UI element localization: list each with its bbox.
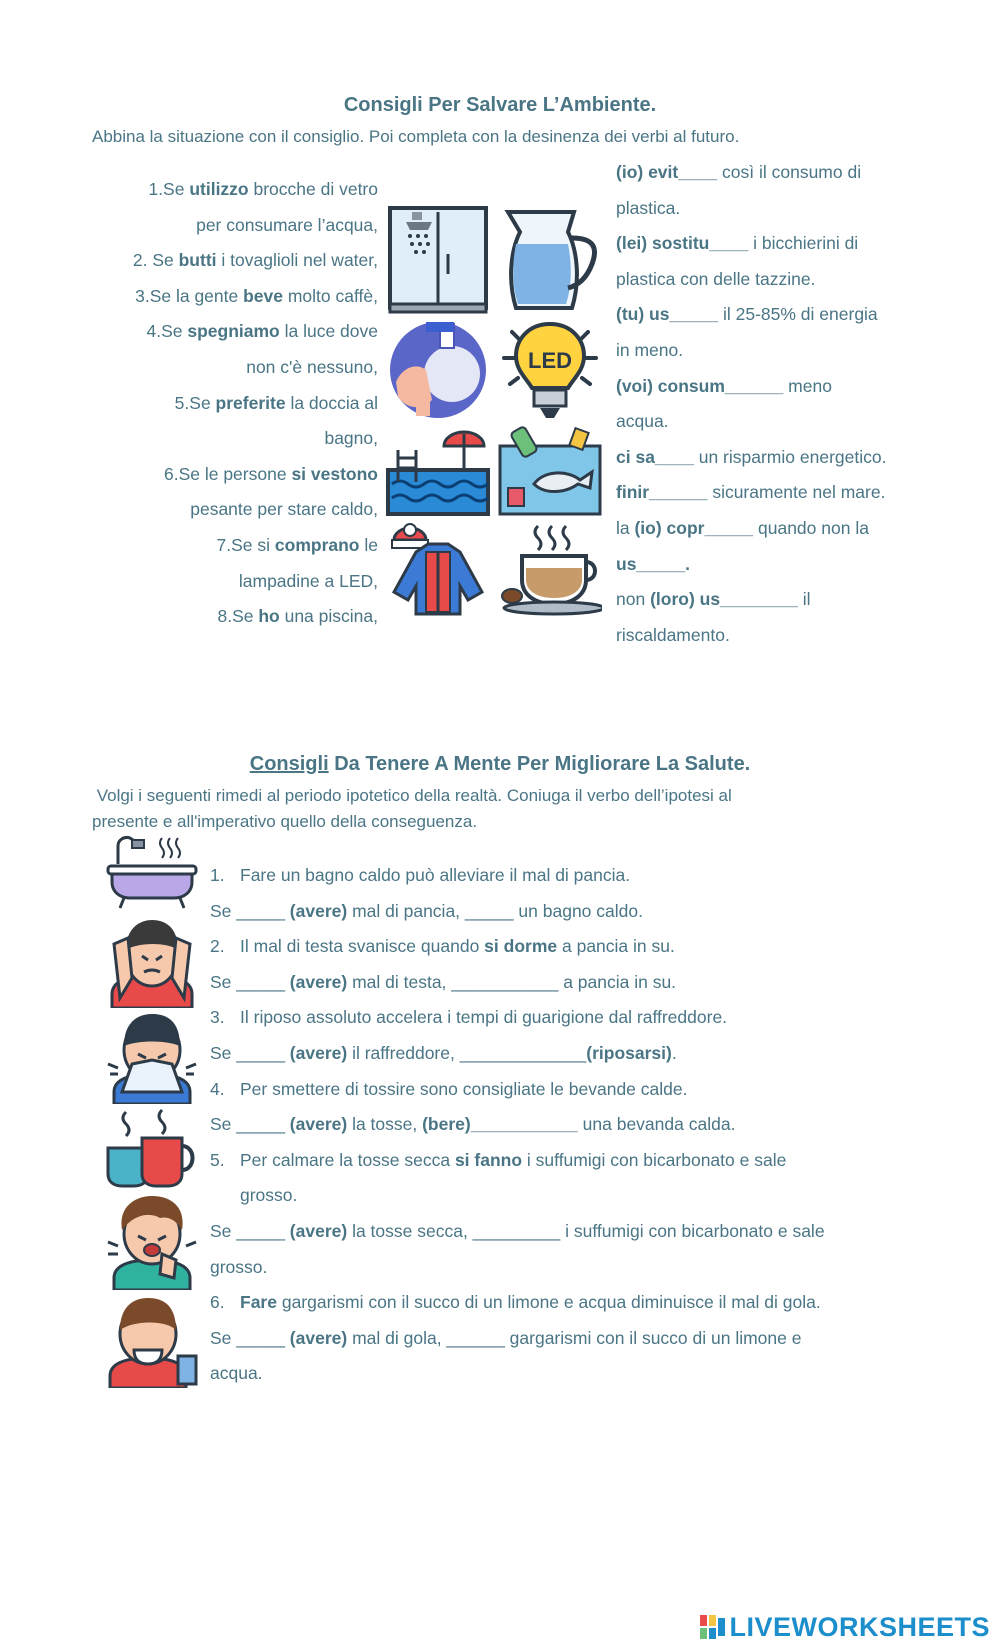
advice-line <box>616 155 946 191</box>
remedy-text-end: mal di gola, ______ gargarismi con il succo di un limone e <box>347 1327 802 1348</box>
situation-text: 7.Se si <box>216 534 275 555</box>
situation-text: bagno, <box>324 428 378 449</box>
situation-line <box>92 492 378 528</box>
situation-text: pesante per stare caldo, <box>190 499 378 520</box>
remedy-text: Se _____ <box>210 1220 290 1241</box>
liveworksheets-logo <box>700 1612 990 1643</box>
advice-line <box>616 262 946 298</box>
remedy-number: 3. <box>210 1007 225 1028</box>
remedy-number: 6. <box>210 1292 225 1313</box>
remedy-bold-2: (bere)___________ <box>422 1114 578 1135</box>
advice-verb-blank: (loro) us________ <box>650 589 798 610</box>
situation-line <box>92 528 378 564</box>
advice-text: il <box>797 589 811 610</box>
section2-title <box>0 753 1000 776</box>
remedy-bold: (avere) <box>289 1042 348 1063</box>
remedy-text: Se _____ <box>210 1042 290 1063</box>
advice-text: plastica. <box>616 197 681 218</box>
situation-text: non c'è nessuno, <box>246 356 378 377</box>
remedy-text: Se _____ <box>210 1114 290 1135</box>
svg-text:LED: LED <box>528 348 572 373</box>
remedy-text-end: mal di pancia, _____ un bagno caldo. <box>347 900 643 921</box>
remedy-text-end-2: una bevanda calda. <box>577 1114 736 1135</box>
situation-line <box>92 243 378 279</box>
remedy-line <box>210 1000 930 1036</box>
gargling-icon <box>104 1296 200 1388</box>
liveworksheets-logo-text: LIVEWORKSHEETS <box>729 1612 990 1642</box>
remedy-text-end: il raffreddore, _____________ <box>347 1042 587 1063</box>
headache-icon <box>104 916 200 1008</box>
remedy-bold: (avere) <box>289 1114 348 1135</box>
section2-instructions-1: Volgi i seguenti rimedi al periodo ipotetico della realtà. Coniuga il verbo dell’ipotesi al <box>92 786 732 805</box>
advice-line <box>616 226 946 262</box>
remedy-bold: si dorme <box>484 936 558 957</box>
situation-text-end: la doccia al <box>285 392 378 413</box>
situation-text-end: brocche di vetro <box>248 179 378 199</box>
situations-list <box>92 172 378 635</box>
remedy-bold: (avere) <box>289 900 348 921</box>
remedy-text: Per calmare la tosse secca <box>240 1149 455 1170</box>
advice-verb-blank: ci sa____ <box>616 446 694 467</box>
advice-line <box>616 511 946 547</box>
advice-verb-blank: finir______ <box>616 482 708 503</box>
advice-text: sicuramente nel mare. <box>707 482 886 503</box>
coughing-icon <box>104 1194 200 1290</box>
remedy-text-end: i suffumigi con bicarbonato e sale <box>522 1149 787 1170</box>
remedy-text: Il riposo assoluto accelera i tempi di guarigione dal raffreddore. <box>240 1007 728 1028</box>
remedy-line <box>210 1072 930 1108</box>
remedy-number: 4. <box>210 1078 225 1099</box>
shower-icon <box>386 204 490 316</box>
remedy-line <box>210 1107 930 1143</box>
remedy-line <box>210 1178 930 1214</box>
advice-prefix: la <box>616 517 635 538</box>
advice-text: riscaldamento. <box>616 624 730 645</box>
liveworksheets-mark-icon <box>700 1615 726 1639</box>
situation-text: 5.Se <box>174 392 216 413</box>
advice-text: acqua. <box>616 411 669 432</box>
remedy-text: Il mal di testa svanisce quando <box>240 936 485 957</box>
situation-text-end: molto caffè, <box>282 285 378 306</box>
remedy-line <box>210 929 930 965</box>
advice-text: i bicchierini di <box>748 233 859 254</box>
situation-verb: ho <box>258 606 280 627</box>
advice-text: così il consumo di <box>717 162 862 182</box>
remedy-bold-2: (riposarsi) <box>586 1042 672 1063</box>
remedy-line <box>210 1250 930 1286</box>
remedy-text-end-2: . <box>671 1042 677 1063</box>
section2-instructions-2: presente e all'imperativo quello della conseguenza. <box>92 812 478 831</box>
advice-text: un risparmio energetico. <box>693 446 887 467</box>
ocean-pollution-icon <box>498 424 602 518</box>
remedy-bold: (avere) <box>289 1327 348 1348</box>
winter-jacket-icon <box>386 522 490 616</box>
situation-line <box>92 314 378 350</box>
situation-text: per consumare l’acqua, <box>196 214 378 235</box>
remedy-line <box>210 965 930 1001</box>
situation-verb: comprano <box>274 534 360 555</box>
situation-line <box>92 599 378 635</box>
remedy-number: 2. <box>210 936 225 957</box>
situation-text: 8.Se <box>217 606 259 627</box>
advice-verb-blank: us_____. <box>616 553 690 574</box>
advice-line <box>616 618 946 654</box>
hot-drinks-icon <box>104 1108 200 1188</box>
advice-verb-blank: (voi) consum______ <box>616 375 784 396</box>
advice-line <box>616 191 946 227</box>
remedy-bold: (avere) <box>289 971 348 992</box>
section1-instructions: Abbina la situazione con il consiglio. Poi completa con la desinenza dei verbi al futuro. <box>92 127 740 146</box>
sneezing-icon <box>104 1012 200 1104</box>
advice-line <box>616 404 946 440</box>
advice-line <box>616 297 946 333</box>
situation-text: 4.Se <box>146 321 188 342</box>
remedy-line <box>210 894 930 930</box>
advice-text: meno <box>783 375 832 396</box>
situation-verb: beve <box>243 285 283 306</box>
advice-verb-blank: (io) copr_____ <box>634 517 754 538</box>
led-bulb-icon <box>498 318 602 422</box>
advice-text: il 25-85% di energia <box>718 304 878 325</box>
remedy-text-end: la tosse, <box>347 1114 423 1135</box>
situation-text: 6.Se le persone <box>163 463 292 484</box>
remedy-text-end: a pancia in su. <box>557 936 675 957</box>
situation-line <box>92 386 378 422</box>
advice-verb-blank: (io) evit____ <box>616 162 718 182</box>
remedies-list <box>210 858 930 1392</box>
pool-icon <box>386 424 490 518</box>
remedy-line <box>210 858 930 894</box>
remedy-text: Fare un bagno caldo può alleviare il mal di pancia. <box>240 865 631 885</box>
situation-verb: utilizzo <box>189 179 249 199</box>
remedy-line <box>210 1036 930 1072</box>
remedy-text: Se _____ <box>210 900 290 921</box>
situation-text-end: i tovaglioli nel water, <box>216 250 378 271</box>
section2-title-underlined: Consigli <box>249 753 329 775</box>
remedy-text: grosso. <box>210 1256 268 1277</box>
advice-text: in meno. <box>616 339 684 360</box>
situation-text: 3.Se la gente <box>135 285 244 306</box>
advice-line <box>616 333 946 369</box>
remedy-text: grosso. <box>240 1185 298 1206</box>
advice-list <box>616 155 946 653</box>
section1-title: Consigli Per Salvare L’Ambiente. <box>343 94 657 116</box>
remedy-text: Se _____ <box>210 1327 290 1348</box>
section2-title-rest: Da Tenere A Mente Per Migliorare La Salute. <box>328 753 751 775</box>
coffee-cup-icon <box>498 522 602 616</box>
light-switch-icon <box>386 318 490 422</box>
remedy-text: Se _____ <box>210 971 290 992</box>
situation-line <box>92 564 378 600</box>
situation-verb: si vestono <box>291 463 378 484</box>
situation-verb: preferite <box>215 392 286 413</box>
remedy-line <box>210 1321 930 1357</box>
situation-text-end: la luce dove <box>279 321 378 342</box>
remedy-text: acqua. <box>210 1363 263 1384</box>
advice-text: plastica con delle tazzine. <box>616 268 816 289</box>
situation-line <box>92 208 378 244</box>
remedy-bold: Fare <box>240 1292 277 1313</box>
advice-verb-blank: (lei) sostitu____ <box>616 233 749 254</box>
advice-line <box>616 547 946 583</box>
situation-line <box>92 421 378 457</box>
remedy-line <box>210 1356 930 1392</box>
remedy-text: Per smettere di tossire sono consigliate le bevande calde. <box>240 1078 688 1099</box>
situation-line <box>92 172 378 208</box>
situation-line <box>92 457 378 493</box>
water-jug-icon <box>498 204 602 316</box>
advice-text: quando non la <box>753 517 869 538</box>
remedy-number: 1. <box>210 865 225 885</box>
remedy-number: 5. <box>210 1149 225 1170</box>
advice-verb-blank: (tu) us_____ <box>616 304 719 325</box>
situation-text-end: le <box>359 534 378 555</box>
situation-text: 2. Se <box>132 250 179 271</box>
situation-text-end: una piscina, <box>279 606 378 627</box>
advice-line <box>616 369 946 405</box>
situation-line <box>92 279 378 315</box>
remedy-text-end: la tosse secca, _________ i suffumigi con bicarbonato e sale <box>347 1220 825 1241</box>
remedy-bold: si fanno <box>454 1149 523 1170</box>
remedy-bold: (avere) <box>289 1220 348 1241</box>
advice-line <box>616 475 946 511</box>
remedy-line <box>210 1143 930 1179</box>
advice-line <box>616 440 946 476</box>
advice-line <box>616 582 946 618</box>
remedy-text-end: gargarismi con il succo di un limone e acqua diminuisce il mal di gola. <box>276 1292 821 1313</box>
situation-verb: spegniamo <box>187 321 280 342</box>
remedy-line <box>210 1285 930 1321</box>
situation-line <box>92 350 378 386</box>
situation-text: lampadine a LED, <box>238 570 378 591</box>
situation-text: 1.Se <box>148 179 190 199</box>
remedy-text-end: mal di testa, ___________ a pancia in su. <box>347 971 677 992</box>
bathtub-icon <box>104 834 200 910</box>
advice-prefix: non <box>616 589 651 610</box>
situation-verb: butti <box>178 250 217 271</box>
remedy-line <box>210 1214 930 1250</box>
